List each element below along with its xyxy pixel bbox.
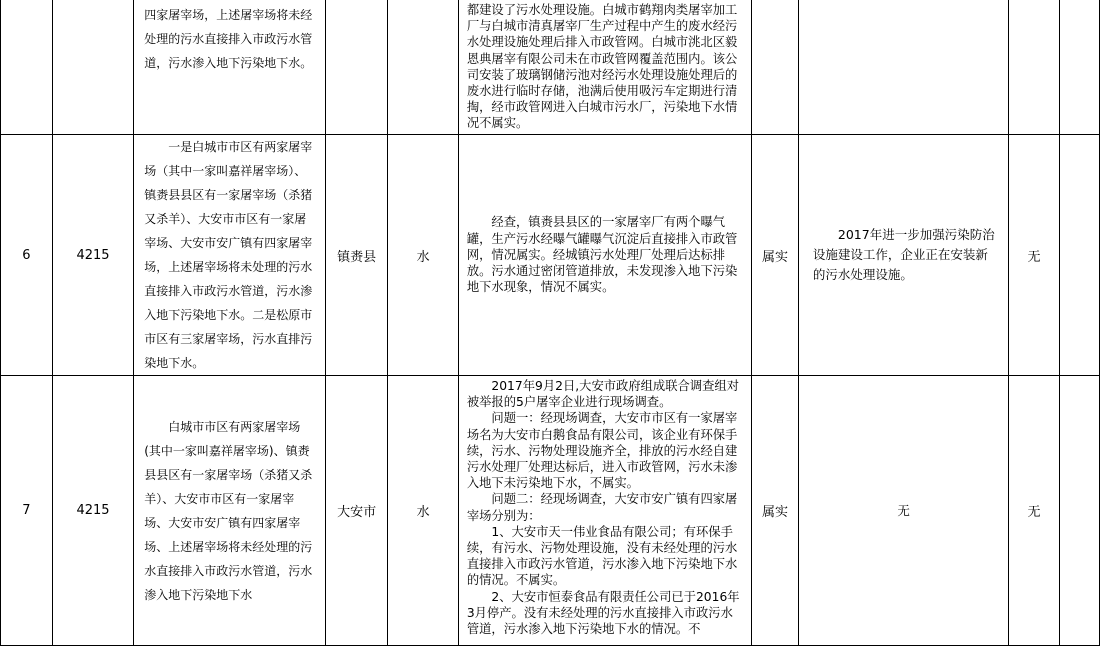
district: 镇赉县 (326, 135, 388, 376)
complaint-id (52, 0, 133, 135)
investigation-paragraph: 问题一：经现场调查，大安市市区有一家屠宰场名为大安市白鹅食品有限公司，该企业有环保手续，污水、污物处理设施齐全，排放的污水经自建污水处理厂处理达标后，进入市政管网，污水未渗入地下未污染地下水，不属实。 (466, 411, 738, 491)
table-row (1, 376, 1100, 646)
rectification: 无 (798, 376, 1008, 646)
investigation-paragraph: 经查，镇赉县县区的一家屠宰厂有两个曝气罐，生产污水经曝气罐曝气沉淀后直接排入市政管网，情况属实。经城镇污水处理厂处理后达标排放。污水通过密闭管道排放，未发现渗入地下污染地下水现象，情况不属实。 (466, 215, 738, 295)
empty-cell (1059, 376, 1099, 646)
complaint-id: 4215 (52, 376, 133, 646)
complaint-text: 四家屠宰场，上述屠宰场将未经处理的污水直接排入市政污水管道，污水渗入地下污染地下水。 (144, 8, 313, 70)
investigation-paragraph: 2017年9月2日,大安市政府组成联合调查组对被举报的5户屠宰企业进行现场调查。 (466, 379, 740, 410)
empty-cell (1059, 135, 1099, 376)
investigation-paragraph: 问题二：经现场调查，大安市安广镇有四家屠宰场分别为： (466, 492, 738, 523)
row-number: 6 (1, 135, 53, 376)
investigation-paragraph: 都建设了污水处理设施。白城市鹤翔肉类屠宰加工厂与白城市清真屠宰厂生产过程中产生的废水经污水处理设施处理后排入市政管网。白城市洮北区毅恩典屠宰有限公司未在市政管网覆盖范围内。该公司安装了玻璃钢储污池对经污水处理设施处理后的废水进行临时存储，池满后使用吸污车定期进行清掏，经市政管网进入白城市污水厂，污染地下水情况不属实。 (466, 3, 738, 131)
rectification (798, 0, 1008, 135)
investigation-result (458, 376, 751, 646)
investigation-result (458, 0, 751, 135)
pollution-type: 水 (388, 135, 458, 376)
accountability (1009, 0, 1059, 135)
verdict: 属实 (752, 376, 799, 646)
complaint-content (134, 376, 326, 646)
complaint-content (134, 0, 326, 135)
district (326, 0, 388, 135)
accountability: 无 (1009, 135, 1059, 376)
table-row (1, 0, 1100, 135)
rectification (798, 135, 1008, 376)
accountability: 无 (1009, 376, 1059, 646)
row-number: 7 (1, 376, 53, 646)
investigation-paragraph: 2、大安市恒泰食品有限责任公司已于2016年3月停产。没有未经处理的污水直接排入市政污水管道，污水渗入地下污染地下水的情况。不 (466, 589, 740, 637)
pollution-type (388, 0, 458, 135)
rectification-text: 2017年进一步加强污染防治设施建设工作，企业正在安装新的污水处理设施。 (812, 227, 995, 282)
row-number (1, 0, 53, 135)
complaint-id: 4215 (52, 135, 133, 376)
complaint-content (134, 135, 326, 376)
complaint-text: 白城市市区有两家屠宰场(其中一家叫嘉祥屠宰场)、镇赉县县区有一家屠宰场（杀猪又杀羊）、大安市市区有一家屠宰场、大安市安广镇有四家屠宰场、上述屠宰场将未经处理的污水直接排入市政污水管道，污水渗入地下污染地下水 (144, 419, 313, 602)
investigation-result (458, 135, 751, 376)
district: 大安市 (326, 376, 388, 646)
verdict (752, 0, 799, 135)
verdict: 属实 (752, 135, 799, 376)
complaint-text: 一是白城市市区有两家屠宰场（其中一家叫嘉祥屠宰场）、镇赉县县区有一家屠宰场（杀猪又杀羊）、大安市市区有一家屠宰场、大安市安广镇有四家屠宰场，上述屠宰场将未处理的污水直接排入市政污水管道，污水渗入地下污染地下水。二是松原市市区有三家屠宰场，污水直排污染地下水。 (144, 140, 313, 370)
pollution-type: 水 (388, 376, 458, 646)
table-row (1, 135, 1100, 376)
investigation-paragraph: 1、大安市天一伟业食品有限公司；有环保手续，有污水、污物处理设施，没有未经处理的污水直接排入市政污水管道，污水渗入地下污染地下水的情况。不属实。 (466, 524, 738, 588)
empty-cell (1059, 0, 1099, 135)
